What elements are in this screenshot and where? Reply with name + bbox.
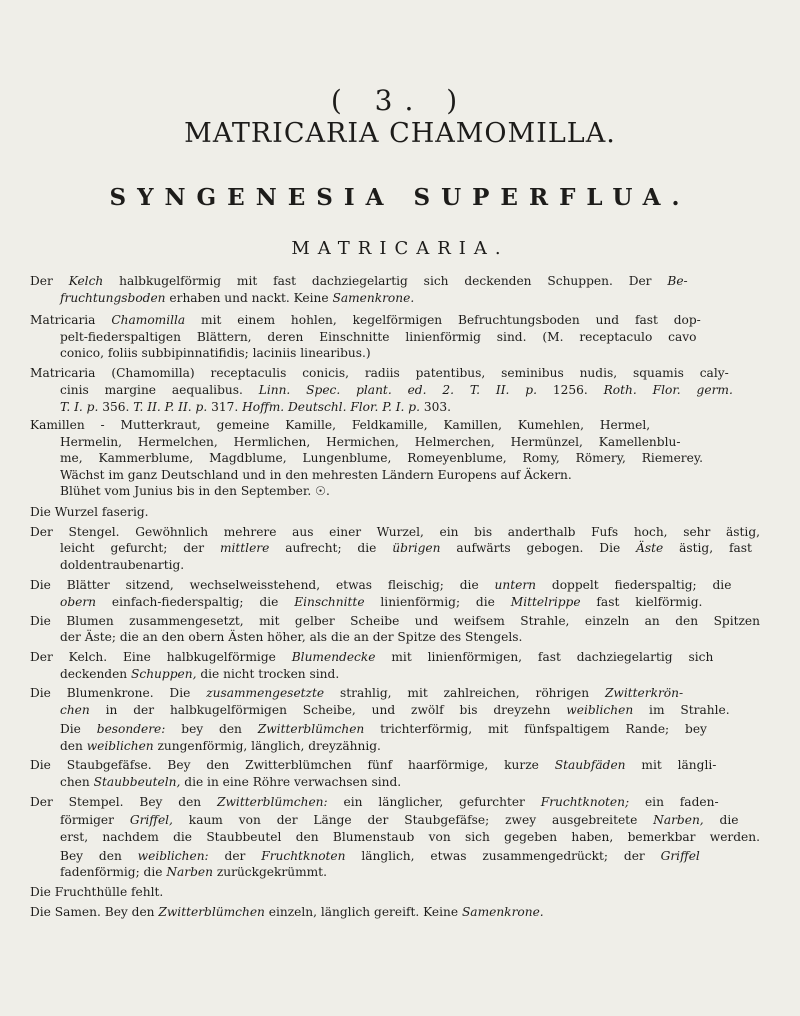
italic-text: Griffel, xyxy=(129,813,173,827)
text-run: die xyxy=(703,813,739,827)
text-run: Der Stengel. Gewöhnlich mehrere aus einer Wurzel, ein bis anderthalb Fufs hoch, sehr ästig, xyxy=(30,525,760,539)
italic-text: Fruchtknoten; xyxy=(540,795,630,809)
text-line xyxy=(60,450,703,466)
text-run: aufrecht; die xyxy=(269,541,393,555)
text-line xyxy=(30,365,729,381)
class-heading: SYNGENESIA SUPERFLUA. xyxy=(109,184,691,211)
text-run: pelt-fiederspaltigen Blättern, deren Einschnitte linienförmig sind. (M. receptaculo cavo xyxy=(60,330,697,344)
text-line xyxy=(60,666,339,682)
text-run: doldentraubenartig. xyxy=(60,558,185,572)
italic-text: Staubfäden xyxy=(554,758,626,772)
text-run: Hermelin, Hermelchen, Hermlichen, Hermichen, Helmerchen, Hermünzel, Kamellenblu- xyxy=(60,435,681,449)
italic-text: Linn. Spec. plant. ed. 2. T. II. p. xyxy=(258,383,537,397)
text-run: zungenförmig, länglich, dreyzähnig. xyxy=(153,739,381,753)
italic-text: T. I. p. xyxy=(60,400,99,414)
text-line xyxy=(60,345,371,361)
text-run: die nicht trocken sind. xyxy=(196,667,340,681)
text-line xyxy=(60,864,327,880)
italic-text: Fruchtknoten xyxy=(261,849,346,863)
text-line xyxy=(60,467,572,483)
text-run: 317. xyxy=(207,400,243,414)
text-run: me, Kammerblume, Magdblume, Lungenblume, Romeyenblume, Romy, Römery, Riemerey. xyxy=(60,451,703,465)
text-line xyxy=(30,504,149,520)
italic-text: Roth. Flor. germ. xyxy=(603,383,733,397)
italic-text: Mittelrippe xyxy=(510,595,581,609)
italic-text: Zwitterblümchen xyxy=(158,905,265,919)
text-run: Matricaria (Chamomilla) receptaculis conicis, radiis patentibus, seminibus nudis, squamis caly- xyxy=(30,366,729,380)
text-run: Der Kelch. Eine halbkugelförmige xyxy=(30,650,292,664)
italic-text: Kelch xyxy=(68,274,104,288)
text-run: strahlig, mit zahlreichen, röhrigen xyxy=(324,686,605,700)
italic-text: untern xyxy=(494,578,537,592)
genus-heading: MATRICARIA. xyxy=(291,238,509,259)
italic-text: übrigen xyxy=(392,541,441,555)
text-run: Die Fruchthülle fehlt. xyxy=(30,885,164,899)
italic-text: Zwitterblümchen: xyxy=(217,795,328,809)
text-line xyxy=(60,829,760,845)
italic-text: chen xyxy=(60,703,90,717)
text-line xyxy=(60,483,330,499)
page-number: ( 3. ) xyxy=(330,84,470,117)
text-run: länglich, etwas zusammengedrückt; der xyxy=(345,849,661,863)
text-line xyxy=(60,702,730,718)
text-run: Die Blumen zusammengesetzt, mit gelber Scheibe und weifsem Strahle, einzeln an den Spitzen xyxy=(30,614,760,628)
text-run: Die Blumenkrone. Die xyxy=(30,686,207,700)
page-title: MATRICARIA CHAMOMILLA. xyxy=(184,118,616,149)
text-run: mit einem hohlen, kegelförmigen Befruchtungsboden und fast dop- xyxy=(185,313,701,327)
text-line xyxy=(30,884,163,900)
text-run: erst, nachdem die Staubbeutel den Blumenstaub von sich gegeben haben, bemerkbar werden. xyxy=(60,830,760,844)
text-line xyxy=(30,577,731,593)
text-line xyxy=(30,613,760,629)
text-run: Die Staubgefäfse. Bey den Zwitterblümchen fünf haarförmige, kurze xyxy=(30,758,555,772)
italic-text: fruchtungsboden xyxy=(60,291,166,305)
text-run: aufwärts gebogen. Die xyxy=(440,541,637,555)
text-run: förmiger xyxy=(60,813,130,827)
text-run: ein länglicher, gefurchter xyxy=(327,795,541,809)
text-line xyxy=(30,904,544,920)
text-line xyxy=(60,774,401,790)
text-run: Matricaria xyxy=(30,313,112,327)
text-run: mit linienförmigen, fast dachziegelartig sich xyxy=(375,650,714,664)
italic-text: Schuppen, xyxy=(131,667,197,681)
text-run: deckenden xyxy=(60,667,132,681)
italic-text: weiblichen xyxy=(566,703,634,717)
italic-text: mittlere xyxy=(219,541,270,555)
text-run: trichterförmig, mit fünfspaltigem Rande; bey xyxy=(364,722,707,736)
text-line xyxy=(60,594,702,610)
text-line xyxy=(30,273,688,289)
text-run: chen xyxy=(60,775,94,789)
text-line xyxy=(60,434,680,450)
italic-text: Zwitterkrön- xyxy=(604,686,684,700)
italic-text: obern xyxy=(60,595,97,609)
italic-text: weiblichen xyxy=(86,739,154,753)
text-line xyxy=(60,848,700,864)
text-run: einzeln, länglich gereift. Keine xyxy=(264,905,462,919)
text-run: Der Stempel. Bey den xyxy=(30,795,218,809)
text-line xyxy=(30,685,683,701)
italic-text: T. II. P. II. p. xyxy=(133,400,208,414)
text-line xyxy=(30,649,713,665)
text-run: einfach-fiederspaltig; die xyxy=(96,595,295,609)
text-run: Kamillen - Mutterkraut, gemeine Kamille, Feldkamille, Kamillen, Kumehlen, Hermel, xyxy=(30,418,651,432)
text-run: kaum von der Länge der Staubgefäfse; zwey ausgebreitete xyxy=(172,813,654,827)
italic-text: Chamomilla xyxy=(111,313,186,327)
text-line xyxy=(60,629,522,645)
text-run: ein faden- xyxy=(629,795,719,809)
text-run: conico, foliis subbipinnatifidis; laciniis linearibus.) xyxy=(60,346,371,360)
text-run: Die Blätter sitzend, wechselweisstehend, etwas fleischig; die xyxy=(30,578,495,592)
text-line xyxy=(60,812,738,828)
text-run: leicht gefurcht; der xyxy=(60,541,220,555)
text-run: halbkugelförmig mit fast dachziegelartig sich deckenden Schuppen. Der xyxy=(103,274,668,288)
text-run: fast kielförmig. xyxy=(580,595,703,609)
italic-text: Samenkrone. xyxy=(461,905,544,919)
text-run: Wächst im ganz Deutschland und in den mehresten Ländern Europens auf Äckern. xyxy=(60,468,572,482)
text-run: den xyxy=(60,739,87,753)
text-run: bey den xyxy=(165,722,258,736)
text-run: doppelt fiederspaltig; die xyxy=(536,578,732,592)
text-line xyxy=(30,757,716,773)
text-run: 303. xyxy=(419,400,451,414)
italic-text: Blumendecke xyxy=(291,650,376,664)
text-run: 1256. xyxy=(536,383,604,397)
text-run: zurückgekrümmt. xyxy=(212,865,327,879)
text-run: fadenförmig; die xyxy=(60,865,167,879)
text-run: mit längli- xyxy=(625,758,717,772)
text-line xyxy=(30,524,760,540)
text-run: Der xyxy=(30,274,69,288)
text-run: Blühet vom Junius bis in den September. ☉. xyxy=(60,484,330,498)
text-run: in der halbkugelförmigen Scheibe, und zwölf bis dreyzehn xyxy=(89,703,567,717)
italic-text: weiblichen: xyxy=(137,849,209,863)
text-run: linienförmig; die xyxy=(364,595,511,609)
text-line xyxy=(60,290,414,306)
text-line xyxy=(60,721,707,737)
italic-text: Zwitterblümchen xyxy=(257,722,365,736)
text-run: 356. xyxy=(98,400,134,414)
text-line xyxy=(30,794,719,810)
italic-text: Hoffm. Deutschl. Flor. P. I. p. xyxy=(242,400,420,414)
text-run: Die Wurzel faserig. xyxy=(30,505,149,519)
text-run: im Strahle. xyxy=(633,703,730,717)
italic-text: besondere: xyxy=(96,722,166,736)
italic-text: Be- xyxy=(667,274,688,288)
text-run: erhaben und nackt. Keine xyxy=(165,291,333,305)
italic-text: Narben xyxy=(166,865,213,879)
text-line xyxy=(30,417,650,433)
italic-text: Samenkrone. xyxy=(332,291,415,305)
italic-text: Äste xyxy=(636,541,664,555)
text-run: Bey den xyxy=(60,849,138,863)
text-run: cinis margine aequalibus. xyxy=(60,383,259,397)
text-line xyxy=(60,382,733,398)
text-run: der Äste; die an den obern Ästen höher, als die an der Spitze des Stengels. xyxy=(60,630,523,644)
text-run: der xyxy=(208,849,262,863)
italic-text: Griffel xyxy=(660,849,700,863)
italic-text: zusammengesetzte xyxy=(206,686,325,700)
text-run: ästig, fast xyxy=(663,541,752,555)
text-run: die in eine Röhre verwachsen sind. xyxy=(180,775,402,789)
text-line xyxy=(60,738,381,754)
text-line xyxy=(60,540,752,556)
text-run: Die xyxy=(60,722,97,736)
italic-text: Einschnitte xyxy=(294,595,365,609)
text-line xyxy=(30,312,701,328)
text-line xyxy=(60,557,184,573)
italic-text: Staubbeuteln, xyxy=(93,775,181,789)
italic-text: Narben, xyxy=(653,813,704,827)
text-line xyxy=(60,329,696,345)
text-line xyxy=(60,399,451,415)
text-run: Die Samen. Bey den xyxy=(30,905,159,919)
